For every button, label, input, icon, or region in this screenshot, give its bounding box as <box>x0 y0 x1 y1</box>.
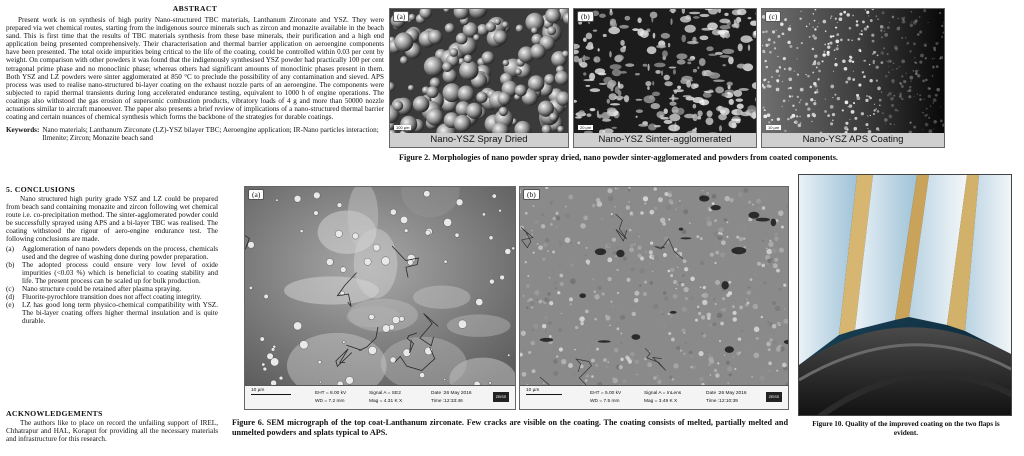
keywords-label: Keywords: <box>6 126 40 135</box>
figure2-panel-c-tag: (c) <box>765 11 781 22</box>
figure2-panel-c-title: Nano-YSZ APS Coating <box>762 133 944 147</box>
figure10-caption: Figure 10. Quality of the improved coating on the two flaps is evident. <box>812 420 1000 437</box>
conclusions-section <box>6 185 218 326</box>
sem-signal-a: Signal A = SE2 <box>369 391 401 396</box>
sinter-agglomerated-micrograph <box>574 9 757 148</box>
sem-micrograph-b <box>520 187 789 387</box>
sem-info-bar-b <box>520 385 788 409</box>
sem-wd-b: WD = 7.5 mm <box>590 399 620 404</box>
nozzle-flaps-photo <box>799 175 1012 416</box>
sem-scale-a: 10 µm <box>251 388 265 393</box>
list-item: (a) Agglomeration of nano powders depends on the process, chemicals used and the degree of washing done during powder preparation. <box>6 244 218 261</box>
figure6-panel-a-tag: (a) <box>248 189 264 200</box>
list-item: (d) Fluorite-pyrochlore transition does not affect coating integrity. <box>6 293 202 302</box>
zeiss-logo: ZEISS <box>493 392 509 402</box>
spray-dried-micrograph <box>390 9 569 148</box>
figure2-caption: Figure 2. Morphologies of nano powder spray dried, nano powder sinter-agglomerated and powders from coated components. <box>399 153 838 162</box>
figure6-caption: Figure 6. SEM micrograph of the top coat-Lanthanum zirconate. Few cracks are visible on the coating. The coating consists of melted, partially melted and unmelted powders and splats typical to APS. <box>232 418 788 437</box>
sem-date-a: Date :26 May 2016 <box>431 391 472 396</box>
sem-time-a: Time :12:33:46 <box>431 399 463 404</box>
keywords-line <box>6 126 384 142</box>
figure2-panel-b-tag: (b) <box>577 11 594 22</box>
figure2-panel-c <box>761 8 945 148</box>
list-item: (b) The adopted process could ensure very low level of oxide impurities (<0.03 %) which is beneficial to coating stability and life. The present process can be scaled up for bulk production. <box>6 260 218 285</box>
list-item: (c) Nano structure could be retained after plasma spraying. <box>6 285 182 294</box>
scale-bar-line <box>526 394 562 395</box>
figure2-panel-b-title: Nano-YSZ Sinter-agglomerated <box>574 133 756 147</box>
figure2-panel-a-scalebar: 100 µm <box>396 125 410 130</box>
sem-signal-b: Signal A = InLens <box>644 391 682 396</box>
figure6-panel-b-tag: (b) <box>523 189 540 200</box>
acknowledgements-text: The authors like to place on record the unfailing support of IREL, Chhatrapur and HAL, Koraput for providing all the necessary materials and infrastructure for this research. <box>6 419 218 444</box>
sem-mag-a: Mag = 4.31 K X <box>369 399 403 404</box>
sem-eht-a: EHT = 8.00 kV <box>315 391 347 396</box>
keywords-text: Nano materials; Lanthanum Zirconate (LZ)-YSZ bilayer TBC; Aeroengine application; IR-Nano particles interaction; Ilmenite; Zircon; Monazite beach sand <box>42 126 379 143</box>
sem-wd-a: WD = 7.2 mm <box>315 399 345 404</box>
figure2-panel-a <box>389 8 569 148</box>
figure6-panel-a <box>244 186 516 410</box>
acknowledgements-section <box>6 409 218 443</box>
sem-micrograph-a <box>245 187 516 387</box>
zeiss-logo: ZEISS <box>766 392 782 402</box>
figure10-photo <box>798 174 1012 416</box>
abstract-heading: ABSTRACT <box>172 4 218 13</box>
figure2-panel-a-tag: (a) <box>393 11 409 22</box>
acknowledgements-heading: ACKNOWLEDGEMENTS <box>6 409 103 418</box>
sem-date-b: Date :26 May 2016 <box>706 391 747 396</box>
conclusions-heading: 5. CONCLUSIONS <box>6 185 76 194</box>
abstract-section <box>6 4 384 142</box>
sem-eht-b: EHT = 5.00 kV <box>590 391 622 396</box>
scale-bar-line <box>251 394 291 395</box>
aps-coating-micrograph <box>762 9 945 148</box>
conclusions-intro: Nano structured high purity grade YSZ and LZ could be prepared from beach sand containing monazite and zircon following wet chemical route i.e. co-precipitation method. The sinter-agglomerated powder could be successfully sprayed using APS and a bi-layer TBC was realised. The coating withstood the rigour of aero-engine endurance test. The following conclusions are made. <box>6 195 218 244</box>
abstract-text: Present work is on synthesis of high purity Nano-structured TBC materials, Lanthanum Zirconate and YSZ. They were prepared via wet chemical routes, starting from the indigenous source minerals such as zircon and monazite available in the beach sand. This is first time that the results of TBC materials synthesis from these base minerals, their purification and a high end application being presented comprehensively. Their characterisation and thermal barrier application on aeroengine components have been presented. The total oxide impurities being critical to the life of the coating, could be controlled within 0.03 per cent by weight. On comparison with other powders it was found that the indigenously synthesised YSZ powder had practically 100 per cent tetragonal prime phase and no monoclinic phase; whereas others had significant amounts of monoclinic phases present in them. Both YSZ and LZ powders were sinter agglomerated at 850 °C to preclude the possibility of any contamination and sieved. APS process was used to realise nano-structured bi-layer coating on the exhaust nozzle parts of an aeroengine. The components were subjected to rapid thermal transients during long accelerated endurance testing, equivalent to 1000 h of engine operations. The coatings also withstood the gas erosion of supersonic combustion products, vibratory loads of 4 g and more than 50000 nozzle actuations similar to aircraft manoeuver. The paper also presents a brief review of implications of a nano-structured thermal barrier coating and certain nuances of chemical synthesis which forms the backbone of the strategies for durable coatings. <box>6 16 384 122</box>
conclusions-list <box>6 245 218 326</box>
figure2-panel-b <box>573 8 757 148</box>
sem-scale-b: 10 µm <box>526 388 540 393</box>
figure6-panel-b <box>519 186 789 410</box>
sem-time-b: Time :12:10:39 <box>706 399 738 404</box>
figure2-panel-c-scalebar: 10 µm <box>768 125 780 130</box>
figure2-panel-a-title: Nano-YSZ Spray Dried <box>390 133 568 147</box>
figure2-panel-b-scalebar: 20 µm <box>580 125 592 130</box>
sem-info-bar-a <box>245 385 515 409</box>
sem-mag-b: Mag = 3.49 K X <box>644 399 678 404</box>
list-item: (e) LZ has good long term physico-chemical compatibility with YSZ. The bi-layer coating offers higher thermal insulation and is quite durable. <box>6 301 218 326</box>
